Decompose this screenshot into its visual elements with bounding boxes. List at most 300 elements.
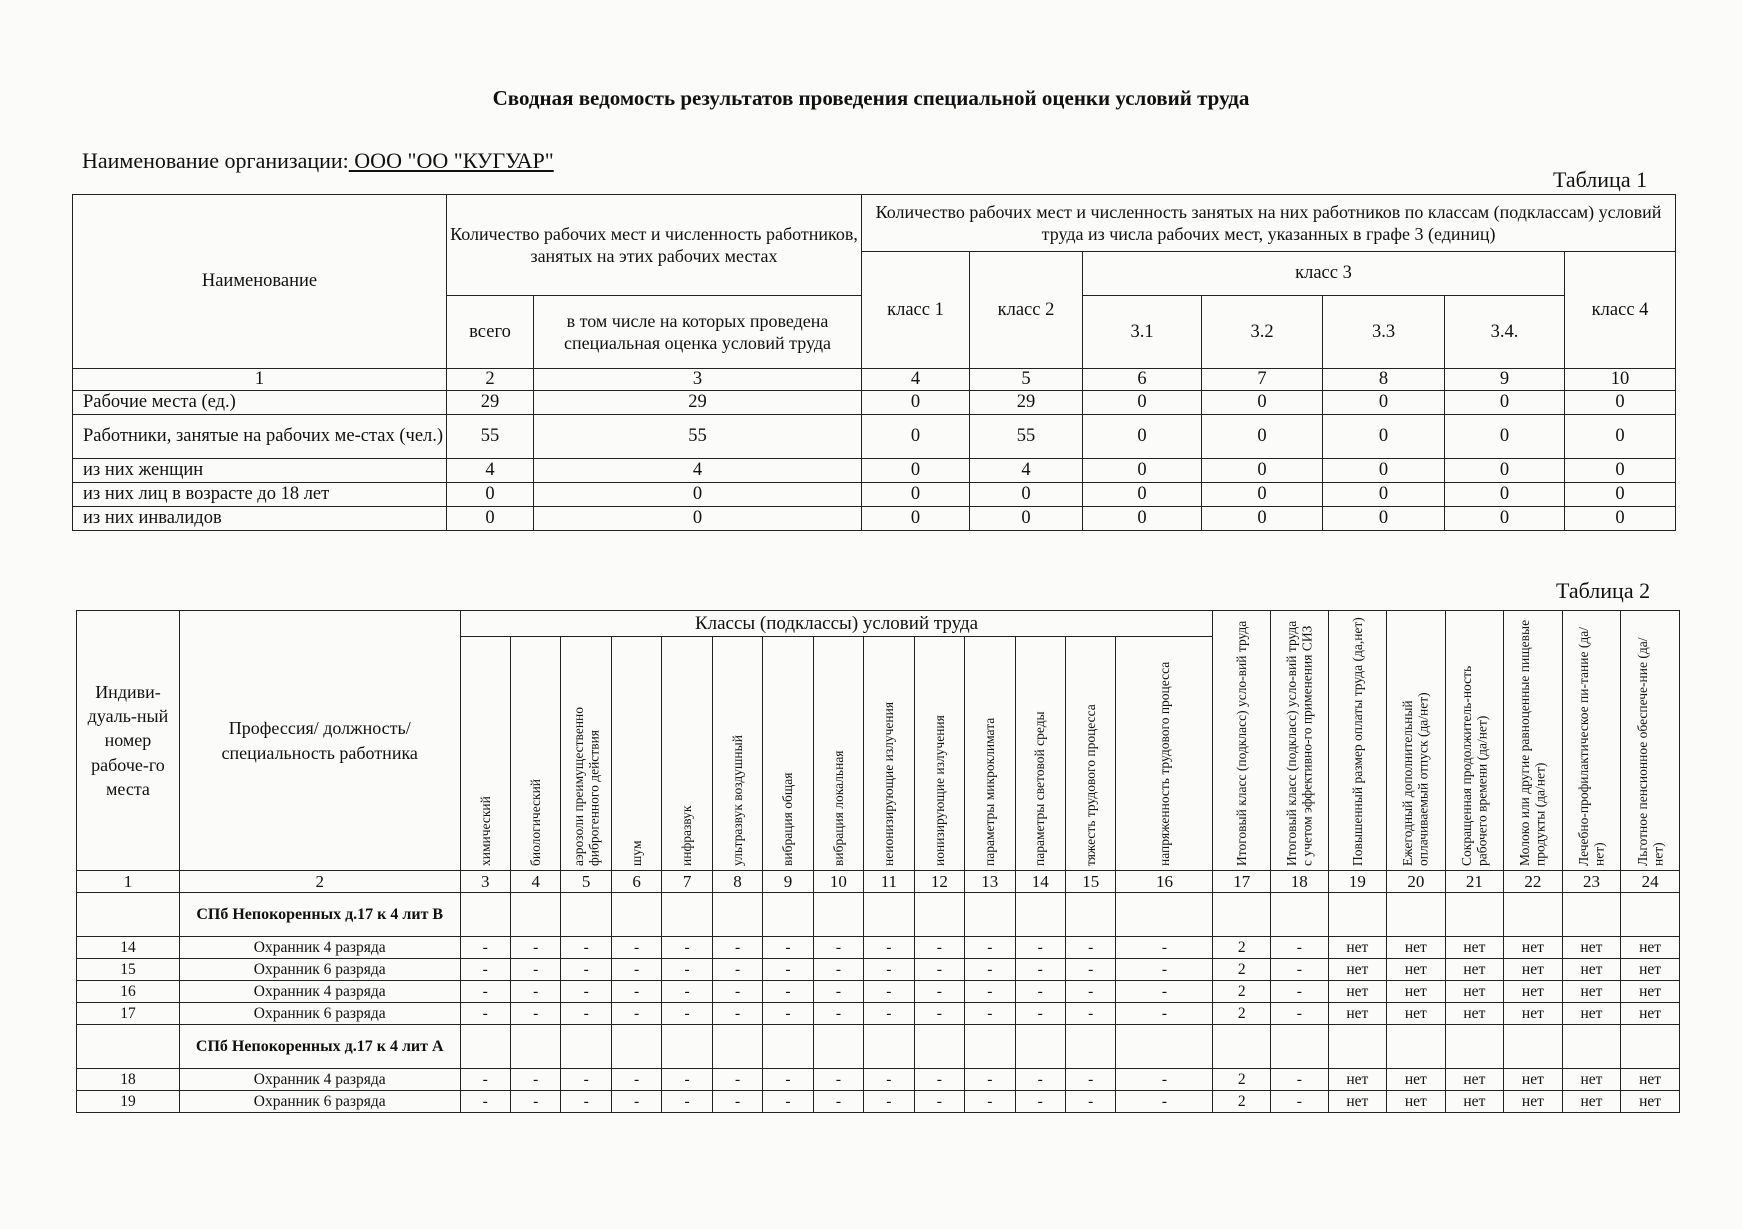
t1-cell: 0 (862, 483, 970, 507)
t2-cell: 2 (1213, 937, 1271, 959)
t2-empty-cell (1065, 893, 1115, 937)
t2-cell: - (611, 981, 661, 1003)
t2-cell: - (460, 1091, 510, 1113)
t2-cell: - (1271, 1091, 1329, 1113)
t1-column-number: 7 (1202, 369, 1323, 391)
t2-profession: Охранник 6 разряда (179, 1091, 460, 1113)
t2-cell: - (561, 1091, 611, 1113)
t2-empty-cell (914, 893, 964, 937)
t2-cell: - (1065, 959, 1115, 981)
t2-empty-cell (712, 893, 762, 937)
t1-cell: 0 (1202, 415, 1323, 459)
t2-cell: нет (1562, 1091, 1621, 1113)
t2-cell: - (1015, 1003, 1065, 1025)
t2-cell: нет (1621, 937, 1680, 959)
t2-column-number: 23 (1562, 871, 1621, 893)
t2-cell: - (611, 1091, 661, 1113)
t2-cell: нет (1621, 1003, 1680, 1025)
t2-cell: - (864, 959, 914, 981)
t2-empty-cell (1328, 1025, 1387, 1069)
t2-cell: нет (1504, 1069, 1563, 1091)
t2-empty-cell (460, 1025, 510, 1069)
t1-cell: 0 (1323, 391, 1445, 415)
t2-row (77, 959, 1680, 981)
t2-header-factor: аэрозоли преимущественно фиброгенного действия (561, 637, 611, 871)
t1-cell: 0 (862, 507, 970, 531)
t2-header-factor: тяжесть трудового процесса (1065, 637, 1115, 871)
t2-site-empty (77, 893, 180, 937)
t2-site-empty (77, 1025, 180, 1069)
t2-cell: нет (1504, 981, 1563, 1003)
t2-cell: нет (1562, 1069, 1621, 1091)
t2-empty-cell (914, 1025, 964, 1069)
t2-empty-cell (763, 893, 813, 937)
t2-header-classes: Классы (подклассы) условий труда (460, 611, 1213, 637)
t2-empty-cell (1621, 893, 1680, 937)
t1-cell: 0 (1083, 483, 1202, 507)
t1-column-number: 1 (73, 369, 447, 391)
t2-empty-cell (813, 893, 863, 937)
t2-cell: - (561, 1069, 611, 1091)
t2-empty-cell (510, 1025, 560, 1069)
t2-cell: - (864, 1091, 914, 1113)
t2-cell: - (1015, 1069, 1065, 1091)
t2-cell: 2 (1213, 981, 1271, 1003)
t1-header-classes-group: Количество рабочих мест и численность занятых на них работников по классам (подклассам) условий труда из числа рабочих мест, указанных в графе 3 (единиц) (862, 195, 1676, 252)
t2-cell: нет (1504, 937, 1563, 959)
t1-row-name: из них лиц в возрасте до 18 лет (73, 483, 447, 507)
t2-cell: - (611, 937, 661, 959)
t2-cell: - (510, 1069, 560, 1091)
t2-column-number: 18 (1271, 871, 1329, 893)
t2-empty-cell (1271, 1025, 1329, 1069)
t1-column-number: 2 (447, 369, 534, 391)
t2-cell: - (1065, 1091, 1115, 1113)
t1-cell: 0 (1445, 483, 1565, 507)
t2-cell: - (561, 1003, 611, 1025)
t1-cell: 0 (1202, 459, 1323, 483)
t1-cell: 4 (970, 459, 1083, 483)
t2-cell: - (662, 981, 712, 1003)
t2-cell: - (510, 937, 560, 959)
t2-cell: - (1015, 1091, 1065, 1113)
t2-empty-cell (1621, 1025, 1680, 1069)
t2-empty-cell (510, 893, 560, 937)
t2-header-factor: инфразвук (662, 637, 712, 871)
t1-cell: 0 (447, 507, 534, 531)
t2-empty-cell (1015, 893, 1065, 937)
t2-cell: - (1271, 981, 1329, 1003)
t2-column-number: 6 (611, 871, 661, 893)
t2-cell: - (662, 959, 712, 981)
t2-cell: нет (1504, 1091, 1563, 1113)
t1-row-name: Рабочие места (ед.) (73, 391, 447, 415)
t1-cell: 0 (862, 415, 970, 459)
workplaces-table (76, 610, 1680, 1113)
t2-empty-cell (1015, 1025, 1065, 1069)
t2-cell: - (1116, 1003, 1213, 1025)
t2-profession: Охранник 6 разряда (179, 1003, 460, 1025)
t2-cell: - (1116, 1091, 1213, 1113)
t2-column-number: 19 (1328, 871, 1387, 893)
t1-header-name: Наименование (73, 195, 447, 369)
t2-header-factor: параметры световой среды (1015, 637, 1065, 871)
t2-column-number: 16 (1116, 871, 1213, 893)
t2-cell: - (965, 981, 1015, 1003)
t1-cell: 0 (970, 483, 1083, 507)
t2-empty-cell (662, 1025, 712, 1069)
t2-empty-cell (1271, 893, 1329, 937)
t2-cell: нет (1387, 1091, 1446, 1113)
t1-column-number: 3 (534, 369, 862, 391)
t2-empty-cell (1213, 893, 1271, 937)
t2-workplace-number: 15 (77, 959, 180, 981)
t1-cell: 55 (534, 415, 862, 459)
t2-column-number: 13 (965, 871, 1015, 893)
t1-cell: 0 (447, 483, 534, 507)
t2-empty-cell (1504, 893, 1563, 937)
table1-caption: Таблица 1 (1553, 167, 1648, 192)
t2-cell: - (864, 1003, 914, 1025)
t2-cell: - (460, 981, 510, 1003)
t2-row (77, 981, 1680, 1003)
t2-body (77, 893, 1680, 1113)
t2-cell: - (510, 1003, 560, 1025)
t1-header-3-1: 3.1 (1083, 296, 1202, 369)
t1-cell: 0 (862, 391, 970, 415)
t1-body (73, 391, 1676, 531)
t2-empty-cell (864, 893, 914, 937)
t2-site-row (77, 1025, 1680, 1069)
t2-cell: нет (1445, 937, 1504, 959)
t2-column-number: 9 (763, 871, 813, 893)
organization-name: ООО "ОО "КУГУАР" (348, 148, 554, 173)
t2-cell: - (561, 959, 611, 981)
t1-cell: 29 (534, 391, 862, 415)
t2-cell: - (712, 959, 762, 981)
t2-header-extra: Повышенный размер оплаты труда (да,нет) (1328, 611, 1387, 871)
t2-cell: нет (1445, 959, 1504, 981)
t2-cell: нет (1328, 981, 1387, 1003)
t2-empty-cell (763, 1025, 813, 1069)
t2-cell: - (712, 1069, 762, 1091)
t2-cell: - (1116, 1069, 1213, 1091)
t2-empty-cell (965, 893, 1015, 937)
t2-cell: - (965, 1069, 1015, 1091)
t2-empty-cell (460, 893, 510, 937)
t2-column-number: 7 (662, 871, 712, 893)
t2-cell: - (662, 1069, 712, 1091)
t2-workplace-number: 17 (77, 1003, 180, 1025)
t2-cell: нет (1328, 1069, 1387, 1091)
t2-header-factor: ионизирующие излучения (914, 637, 964, 871)
t2-cell: - (1015, 981, 1065, 1003)
t1-header-3-3: 3.3 (1323, 296, 1445, 369)
table2-caption: Таблица 2 (1556, 578, 1651, 603)
t2-column-number: 14 (1015, 871, 1065, 893)
t2-cell: - (813, 959, 863, 981)
t1-column-number: 6 (1083, 369, 1202, 391)
t2-empty-cell (1116, 1025, 1213, 1069)
t2-cell: - (460, 937, 510, 959)
t1-cell: 0 (1083, 415, 1202, 459)
t2-cell: нет (1504, 1003, 1563, 1025)
t2-header-extra: Сокращенная продолжитель-ность рабочего времени (да/нет) (1445, 611, 1504, 871)
t1-row-name: из них женщин (73, 459, 447, 483)
t2-cell: - (1271, 937, 1329, 959)
t2-cell: - (662, 1003, 712, 1025)
t2-cell: нет (1387, 1003, 1446, 1025)
t1-cell: 0 (1323, 507, 1445, 531)
t2-cell: нет (1621, 981, 1680, 1003)
t2-column-number: 12 (914, 871, 964, 893)
t2-empty-cell (1213, 1025, 1271, 1069)
t1-column-number: 4 (862, 369, 970, 391)
t2-cell: - (763, 959, 813, 981)
t2-workplace-number: 14 (77, 937, 180, 959)
t2-empty-cell (1065, 1025, 1115, 1069)
t1-column-number: 8 (1323, 369, 1445, 391)
organization-label: Наименование организации: (82, 148, 349, 173)
t1-row (73, 459, 1676, 483)
t2-column-number: 20 (1387, 871, 1446, 893)
t2-header-factor: параметры микроклимата (965, 637, 1015, 871)
t2-cell: нет (1387, 959, 1446, 981)
t2-column-number: 2 (179, 871, 460, 893)
t2-empty-cell (1387, 893, 1446, 937)
t2-cell: нет (1387, 1069, 1446, 1091)
t1-cell: 29 (447, 391, 534, 415)
t1-header-class3: класс 3 (1083, 252, 1565, 296)
t1-cell: 0 (534, 483, 862, 507)
t2-cell: - (763, 1069, 813, 1091)
t2-header-extra: Молоко или другие равноценные пищевые продукты (да/нет) (1504, 611, 1563, 871)
t2-cell: - (1065, 937, 1115, 959)
t2-cell: нет (1445, 1091, 1504, 1113)
t1-cell: 0 (1445, 507, 1565, 531)
t1-cell: 0 (1565, 415, 1676, 459)
t2-empty-cell (611, 1025, 661, 1069)
t1-header-total: всего (447, 296, 534, 369)
t2-empty-cell (561, 1025, 611, 1069)
t2-column-number: 3 (460, 871, 510, 893)
t2-header-extra: Итоговый класс (подкласс) усло-вий труда с учетом эффективно-го применения СИЗ (1271, 611, 1329, 871)
t2-profession: Охранник 4 разряда (179, 981, 460, 1003)
t2-cell: - (611, 959, 661, 981)
t2-cell: - (864, 981, 914, 1003)
t1-cell: 0 (1323, 415, 1445, 459)
t2-cell: - (561, 937, 611, 959)
t2-cell: - (510, 1091, 560, 1113)
t2-cell: нет (1445, 1003, 1504, 1025)
t2-column-number: 24 (1621, 871, 1680, 893)
t2-cell: - (1271, 959, 1329, 981)
t2-cell: - (914, 981, 964, 1003)
t2-cell: 2 (1213, 1003, 1271, 1025)
t1-cell: 0 (534, 507, 862, 531)
t2-cell: - (1065, 1003, 1115, 1025)
t2-cell: 2 (1213, 1091, 1271, 1113)
t2-column-numbers (77, 871, 1680, 893)
t2-column-number: 5 (561, 871, 611, 893)
t2-cell: - (914, 1069, 964, 1091)
t2-empty-cell (965, 1025, 1015, 1069)
t2-cell: - (965, 1091, 1015, 1113)
t2-cell: - (763, 937, 813, 959)
t2-cell: нет (1328, 1091, 1387, 1113)
t2-row (77, 1003, 1680, 1025)
t2-cell: - (864, 1069, 914, 1091)
t2-profession: Охранник 6 разряда (179, 959, 460, 981)
t2-cell: - (662, 937, 712, 959)
t1-cell: 0 (1202, 507, 1323, 531)
t1-cell: 0 (862, 459, 970, 483)
t2-workplace-number: 18 (77, 1069, 180, 1091)
t2-cell: нет (1562, 959, 1621, 981)
t2-cell: - (1271, 1003, 1329, 1025)
t2-empty-cell (611, 893, 661, 937)
summary-table (72, 194, 1676, 531)
t1-header-class2: класс 2 (970, 252, 1083, 369)
t2-cell: - (914, 959, 964, 981)
t2-cell: нет (1328, 937, 1387, 959)
t2-header-workplace-number: Индиви-дуаль-ный номер рабоче-го места (77, 611, 180, 871)
t2-cell: нет (1621, 959, 1680, 981)
t2-cell: - (763, 981, 813, 1003)
t1-cell: 0 (1565, 391, 1676, 415)
organization-line (82, 148, 554, 174)
t2-empty-cell (864, 1025, 914, 1069)
t2-cell: - (1015, 937, 1065, 959)
t1-row-name: из них инвалидов (73, 507, 447, 531)
t2-header-factor: вибрация локальная (813, 637, 863, 871)
t2-header-extra: Льготное пенсионное обеспече-ние (да/нет) (1621, 611, 1680, 871)
t2-cell: 2 (1213, 959, 1271, 981)
t1-cell: 0 (1445, 391, 1565, 415)
t2-column-number: 17 (1213, 871, 1271, 893)
t2-cell: 2 (1213, 1069, 1271, 1091)
t2-header-factor: шум (611, 637, 661, 871)
t2-column-number: 21 (1445, 871, 1504, 893)
t1-cell: 4 (447, 459, 534, 483)
t2-cell: - (813, 1003, 863, 1025)
t2-cell: - (510, 981, 560, 1003)
t2-cell: - (611, 1069, 661, 1091)
t2-empty-cell (1116, 893, 1213, 937)
t1-column-numbers (73, 369, 1676, 391)
t2-cell: - (460, 1003, 510, 1025)
t2-cell: - (460, 959, 510, 981)
document-title: Сводная ведомость результатов проведения специальной оценки условий труда (492, 86, 1250, 110)
t2-site-name: СПб Непокоренных д.17 к 4 лит А (179, 1025, 460, 1069)
t2-cell: - (1116, 981, 1213, 1003)
t2-column-number: 4 (510, 871, 560, 893)
t1-header-3-4: 3.4. (1445, 296, 1565, 369)
t2-cell: - (712, 937, 762, 959)
t1-header-class4: класс 4 (1565, 252, 1676, 369)
t1-column-number: 5 (970, 369, 1083, 391)
t2-header-extra: Ежегодный дополнительный оплачиваемый отпуск (да/нет) (1387, 611, 1446, 871)
t2-profession: Охранник 4 разряда (179, 1069, 460, 1091)
t1-cell: 0 (1202, 391, 1323, 415)
t1-cell: 0 (970, 507, 1083, 531)
t2-empty-cell (1562, 1025, 1621, 1069)
t1-cell: 0 (1083, 459, 1202, 483)
t1-cell: 0 (1083, 391, 1202, 415)
t2-cell: - (763, 1091, 813, 1113)
t2-cell: - (1116, 937, 1213, 959)
t2-cell: нет (1445, 981, 1504, 1003)
t2-header-factor: вибрация общая (763, 637, 813, 871)
t2-empty-cell (561, 893, 611, 937)
t1-row (73, 415, 1676, 459)
t2-empty-cell (1562, 893, 1621, 937)
t2-cell: - (864, 937, 914, 959)
t2-workplace-number: 16 (77, 981, 180, 1003)
t2-cell: - (813, 981, 863, 1003)
t2-cell: - (914, 1003, 964, 1025)
t1-cell: 0 (1083, 507, 1202, 531)
t2-cell: - (712, 981, 762, 1003)
t2-header-factor: биологический (510, 637, 560, 871)
t2-cell: - (1015, 959, 1065, 981)
t2-cell: - (1065, 981, 1115, 1003)
t2-cell: - (965, 1003, 1015, 1025)
t2-header-profession: Профессия/ должность/ специальность работника (179, 611, 460, 871)
t2-cell: - (1065, 1069, 1115, 1091)
t2-cell: нет (1328, 1003, 1387, 1025)
t2-site-name: СПб Непокоренных д.17 к 4 лит В (179, 893, 460, 937)
t2-empty-cell (1445, 893, 1504, 937)
t2-header-factor: напряженность трудового процесса (1116, 637, 1213, 871)
t2-empty-cell (712, 1025, 762, 1069)
t2-empty-cell (1445, 1025, 1504, 1069)
t2-cell: - (1116, 959, 1213, 981)
t1-row (73, 507, 1676, 531)
t2-cell: - (712, 1091, 762, 1113)
t1-cell: 4 (534, 459, 862, 483)
t2-cell: - (914, 1091, 964, 1113)
t2-empty-cell (1328, 893, 1387, 937)
t1-cell: 0 (1565, 483, 1676, 507)
t2-row (77, 1091, 1680, 1113)
t2-cell: нет (1387, 937, 1446, 959)
t2-row (77, 937, 1680, 959)
t1-header-class1: класс 1 (862, 252, 970, 369)
t2-cell: - (763, 1003, 813, 1025)
t2-row (77, 1069, 1680, 1091)
t1-cell: 0 (1445, 415, 1565, 459)
t2-site-row (77, 893, 1680, 937)
t2-empty-cell (662, 893, 712, 937)
t2-column-number: 15 (1065, 871, 1115, 893)
t2-header-factor: ультразвук воздушный (712, 637, 762, 871)
t1-column-number: 9 (1445, 369, 1565, 391)
t2-cell: нет (1504, 959, 1563, 981)
t1-cell: 29 (970, 391, 1083, 415)
t2-cell: нет (1562, 981, 1621, 1003)
t2-header-factor: неионизирующие излучения (864, 637, 914, 871)
t1-header-3-2: 3.2 (1202, 296, 1323, 369)
t2-cell: нет (1445, 1069, 1504, 1091)
t2-column-number: 1 (77, 871, 180, 893)
t2-profession: Охранник 4 разряда (179, 937, 460, 959)
t1-column-number: 10 (1565, 369, 1676, 391)
t2-cell: нет (1562, 1003, 1621, 1025)
t2-empty-cell (1387, 1025, 1446, 1069)
t2-cell: - (662, 1091, 712, 1113)
t1-cell: 55 (970, 415, 1083, 459)
